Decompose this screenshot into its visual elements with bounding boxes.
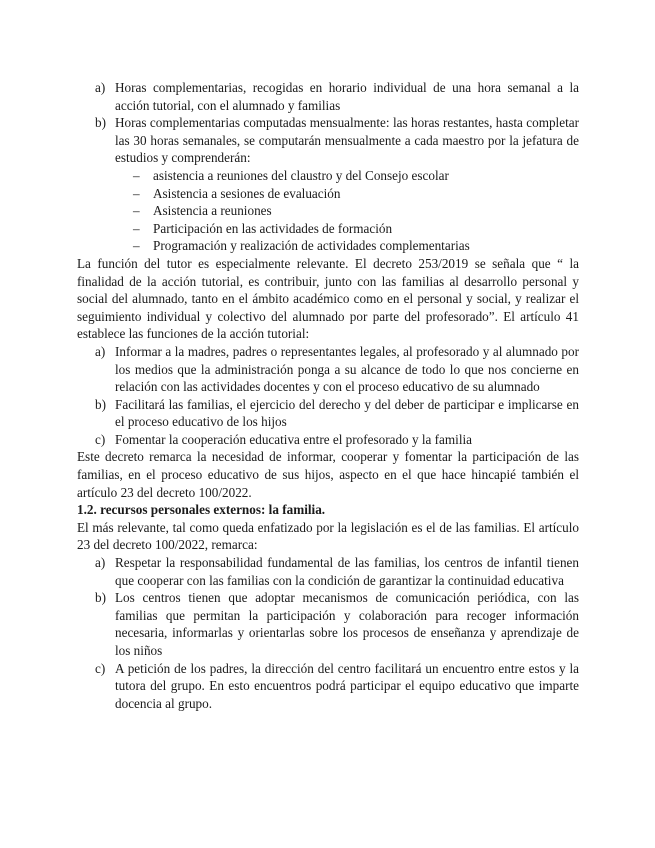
- dash-list-item: [77, 202, 579, 220]
- paragraph-families: El más relevante, tal como queda enfatizado por la legislación es el de las familias. El artículo 23 del decreto 100/2022, remarca:: [77, 519, 579, 553]
- list-item-text: Informar a la madres, padres o representantes legales, al profesorado y al alumnado por los medios que la administración ponga a su alcance de todo lo que nos concierne en relación con las actividades docentes y con el proceso educativo de su alumnado: [115, 343, 579, 395]
- list-item-text: Horas complementarias, recogidas en horario individual de una hora semanal a la acción tutorial, con el alumnado y familias: [115, 80, 579, 113]
- list-item-text: Horas complementarias computadas mensualmente: las horas restantes, hasta completar las 30 horas semanales, se computarán mensualmente a cada maestro por la jefatura de estudios y comprenderán:: [115, 115, 579, 166]
- list-item: [77, 554, 579, 589]
- dash-item-text: Participación en las actividades de formación: [153, 220, 393, 236]
- dash-marker: –: [133, 238, 140, 254]
- list-item-text: Los centros tienen que adoptar mecanismos de comunicación periódica, con las familias que permitan la participación y colaboración para recoger información necesaria, informarlas y orientarlas sobre los procesos de enseñanza y aprendizaje de los niños: [115, 590, 579, 658]
- dash-item-text: Programación y realización de actividades complementarias: [153, 238, 470, 254]
- list-item-text: A petición de los padres, la dirección del centro facilitará un encuentro entre estos y la tutora del grupo. En esto encuentros podrá participar el equipo educativo que imparte docencia al grupo.: [115, 660, 579, 711]
- list-item: [77, 660, 579, 713]
- paragraph-decree-summary: Este decreto remarca la necesidad de informar, cooperar y fomentar la participación de las familias, en el proceso educativo de sus hijos, aspecto en el que hace hincapié también el artículo 23 del decreto 100/2022.: [77, 449, 579, 500]
- dash-marker: –: [133, 167, 140, 183]
- list-marker: a): [95, 555, 106, 571]
- dash-item-text: Asistencia a reuniones: [153, 203, 272, 219]
- dash-marker: –: [133, 203, 140, 219]
- list-item-text: Fomentar la cooperación educativa entre el profesorado y la familia: [115, 431, 473, 447]
- list-marker: a): [95, 80, 106, 95]
- list-marker: b): [95, 590, 106, 606]
- dash-list-item: [77, 237, 579, 255]
- dash-item-text: asistencia a reuniones del claustro y del Consejo escolar: [153, 167, 449, 183]
- list-item: [77, 396, 579, 431]
- list-item: [77, 431, 579, 449]
- dash-item-text: Asistencia a sesiones de evaluación: [153, 185, 341, 201]
- list-item: [77, 79, 579, 114]
- list-item: [77, 589, 579, 659]
- dash-list-item: [77, 185, 579, 203]
- section-heading: 1.2. recursos personales externos: la familia.: [77, 502, 326, 518]
- list-item-text: Facilitará las familias, el ejercicio del derecho y del deber de participar e implicarse en el proceso educativo de los hijos: [115, 396, 579, 430]
- list-item: [77, 114, 579, 167]
- list-marker: b): [95, 396, 106, 412]
- list-marker: c): [95, 660, 106, 676]
- list-marker: c): [95, 431, 106, 447]
- list-item: [77, 343, 579, 396]
- dash-list-item: [77, 167, 579, 185]
- dash-list-item: [77, 220, 579, 238]
- list-item-text: Respetar la responsabilidad fundamental de las familias, los centros de infantil tienen que cooperar con las familias con la condición de garantizar la continuidad educativa: [115, 555, 579, 588]
- list-marker: a): [95, 343, 106, 359]
- document-body: [77, 79, 579, 712]
- list-marker: b): [95, 115, 106, 131]
- dash-marker: –: [133, 220, 140, 236]
- paragraph-tutor-function: La función del tutor es especialmente relevante. El decreto 253/2019 se señala que “ la finalidad de la acción tutorial, es contribuir, junto con las familias al desarrollo personal y social del alumnado, tanto en el ámbito académico como en el personal y social, y realizar el seguimiento individual y colectivo del alumnado por parte del profesorado”. El artículo 41 establece las funciones de la acción tutorial:: [77, 255, 579, 342]
- dash-marker: –: [133, 185, 140, 201]
